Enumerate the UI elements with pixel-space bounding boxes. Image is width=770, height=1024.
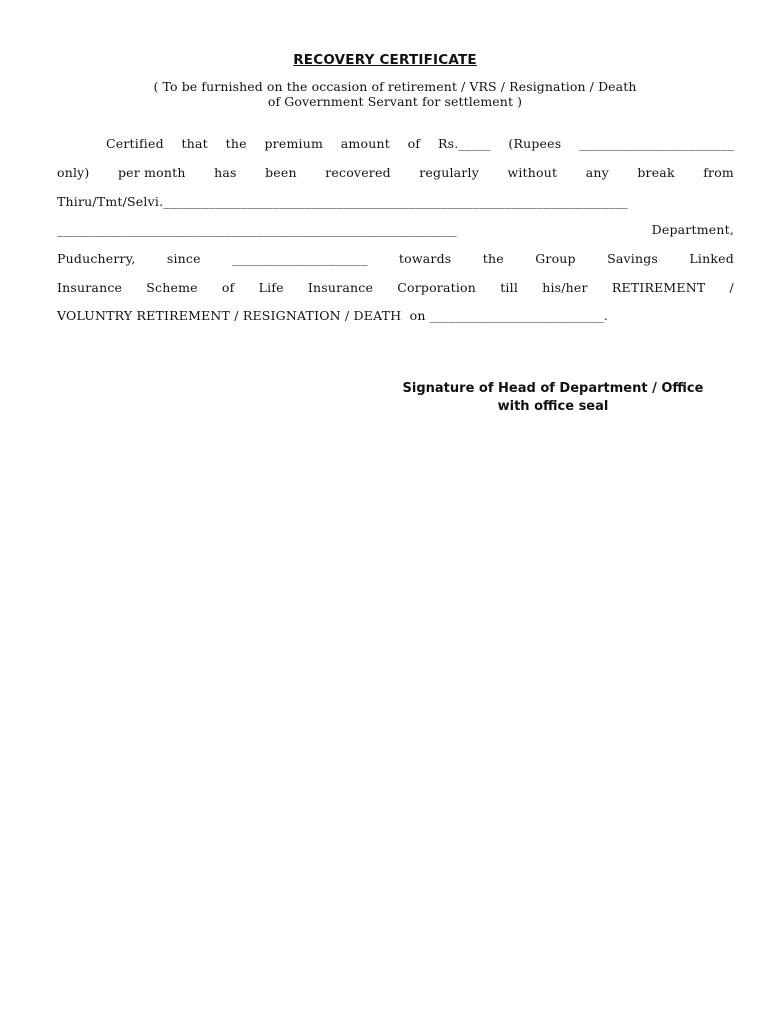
amount-blank: Rs._____	[437, 136, 491, 151]
signature-line-1: Signature of Head of Department / Office	[402, 381, 704, 396]
since-date-blank: _____________________	[232, 251, 368, 266]
subtitle-line-2: of Government Servant for settlement )	[267, 94, 523, 109]
signature-line-2: with office seal	[497, 399, 609, 414]
subtitle-line-1: ( To be furnished on the occasion of retirement / VRS / Resignation / Death	[153, 79, 637, 94]
body-word: Puducherry,	[57, 251, 136, 266]
rupees-blank: ________________________	[579, 136, 734, 151]
page-title: RECOVERY CERTIFICATE	[293, 52, 477, 68]
body-word: his/her	[542, 280, 588, 295]
body-line-7	[57, 308, 734, 326]
body-word: Insurance	[57, 280, 123, 295]
subtitle	[100, 79, 690, 109]
body-word: of	[407, 136, 421, 151]
body-word: the	[482, 251, 504, 266]
body-word: of	[221, 280, 235, 295]
body-word: that	[181, 136, 208, 151]
body-word: only)	[57, 165, 90, 180]
body-word: Insurance	[307, 280, 374, 295]
body-word: any	[585, 165, 609, 180]
body-word: Department,	[651, 222, 734, 237]
body-word: towards	[398, 251, 452, 266]
department-blank: ______________________________________________________________	[57, 222, 457, 237]
body-word: (Rupees	[508, 136, 562, 151]
body-word: been	[265, 165, 297, 180]
body-word: Corporation	[397, 280, 477, 295]
body-word: Group	[535, 251, 576, 266]
event-date-line: VOLUNTRY RETIREMENT / RESIGNATION / DEATH on ___________________________.	[57, 308, 609, 323]
body-line-1	[106, 136, 734, 154]
body-word: has	[214, 165, 237, 180]
body-line-6	[57, 280, 734, 298]
body-line-5	[57, 251, 734, 269]
body-word: RETIREMENT	[611, 280, 706, 295]
employee-name-blank: Thiru/Tmt/Selvi.________________________________________________________________________	[57, 194, 628, 209]
body-word: amount	[340, 136, 390, 151]
body-line-3	[57, 194, 734, 212]
body-word: Savings	[607, 251, 659, 266]
body-word: Life	[258, 280, 284, 295]
body-word: till	[500, 280, 519, 295]
signature-block	[380, 380, 726, 416]
body-word: from	[703, 165, 734, 180]
body-word: Scheme	[146, 280, 198, 295]
body-line-4	[57, 222, 734, 240]
body-word: the	[225, 136, 247, 151]
body-word: Certified	[106, 136, 164, 151]
body-word: since	[166, 251, 201, 266]
body-word: Linked	[689, 251, 734, 266]
body-word: without	[507, 165, 558, 180]
body-word: break	[637, 165, 675, 180]
body-word: premium	[264, 136, 324, 151]
body-word: /	[729, 280, 734, 295]
body-line-2	[57, 165, 734, 183]
body-word: regularly	[419, 165, 479, 180]
body-word: recovered	[325, 165, 391, 180]
body-word: per month	[117, 165, 186, 180]
